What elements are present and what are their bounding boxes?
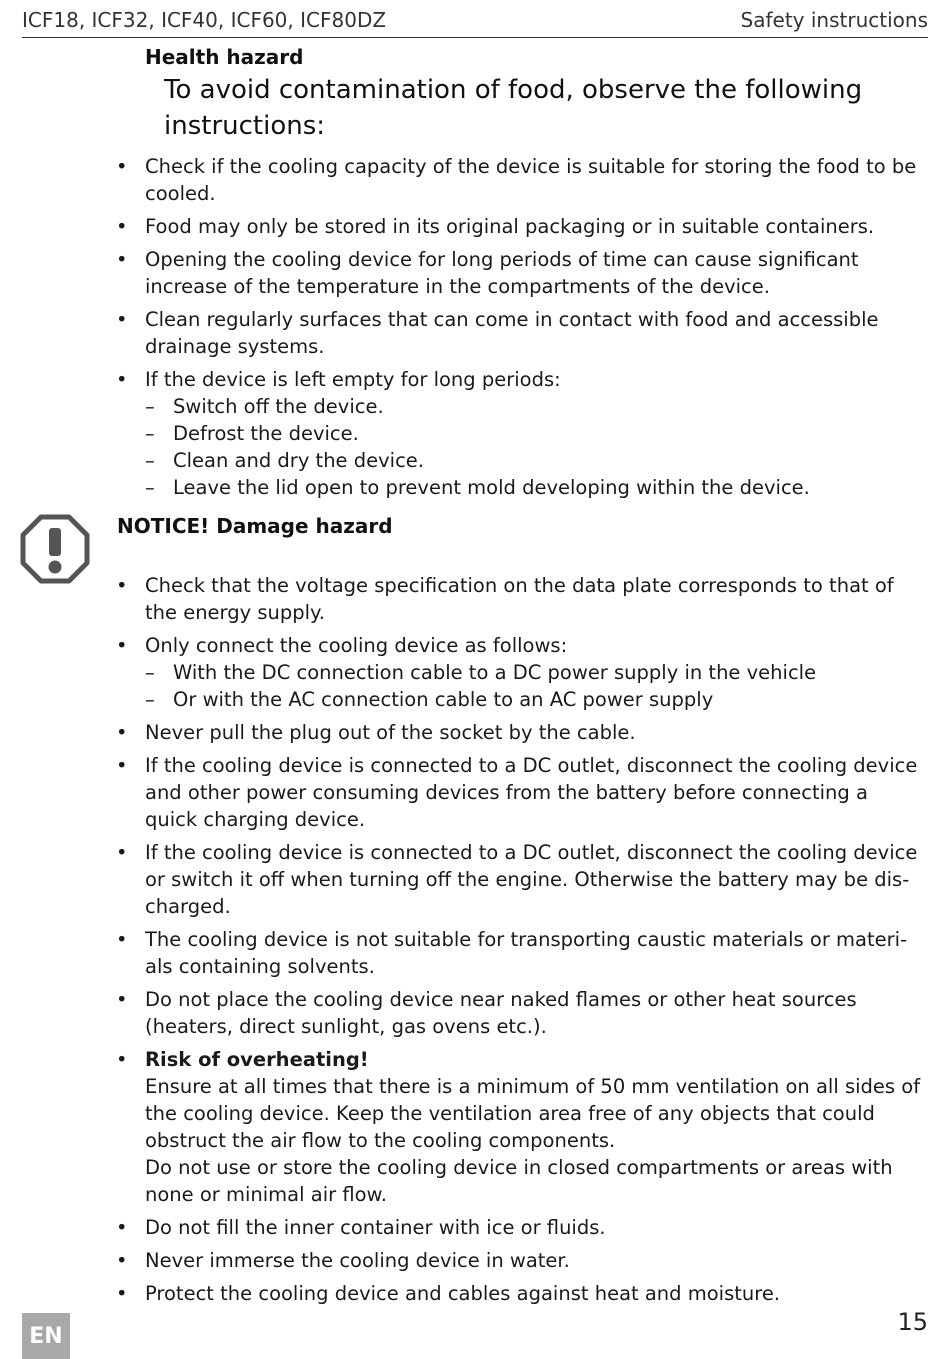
sub-list <box>145 393 926 501</box>
list-item <box>0 1046 950 1208</box>
list-item: • Do not fill the inner container with ice or fluids. <box>116 1216 606 1239</box>
header-models: ICF18, ICF32, ICF40, ICF60, ICF80DZ <box>22 8 387 32</box>
page-header <box>22 6 928 38</box>
health-intro: To avoid contamination of food, observe the following instructions: <box>164 75 863 141</box>
bullet: • <box>116 368 128 391</box>
bullet: • <box>116 248 128 271</box>
page-number: 15 <box>897 1308 928 1336</box>
list-item: • Protect the cooling device and cables against heat and moisture. <box>116 1282 781 1305</box>
bullet: • <box>116 841 128 864</box>
bullet: • <box>116 634 128 657</box>
sub-list-item: – Clean and dry the device. <box>145 449 425 472</box>
sub-list-item: – Or with the AC connection cable to an AC power supply <box>145 688 714 711</box>
bullet: • <box>116 721 128 744</box>
list-item: • If the cooling device is connected to a DC outlet, disconnect the cooling device or switch it off when turning off the engine. Otherwise the battery may be discharged. <box>116 841 918 918</box>
list-item: • Food may only be stored in its original packaging or in suitable containers. <box>116 215 875 238</box>
list-item: • If the cooling device is connected to a DC outlet, disconnect the cooling device and other power consuming devices from the battery before connecting a quick charging device. <box>116 754 918 831</box>
notice-title: NOTICE! Damage hazard <box>117 514 393 538</box>
health-hazard-title: Health hazard <box>145 45 304 69</box>
list-item: • Only connect the cooling device as follows: – With the DC connection cable to a DC power supply in the vehicle – Or with the AC connection cable to an AC power supply <box>0 632 950 713</box>
list-item: • Never immerse the cooling device in water. <box>116 1249 570 1272</box>
list-item: • The cooling device is not suitable for transporting caustic materials or materials containing solvents. <box>116 928 908 978</box>
sub-list-item: – With the DC connection cable to a DC power supply in the vehicle <box>145 661 817 684</box>
bullet: • <box>116 1282 128 1305</box>
notice-list <box>0 572 950 1313</box>
list-item: • Never pull the plug out of the socket by the cable. <box>116 721 636 744</box>
bullet: • <box>116 574 128 597</box>
header-section: Safety instructions <box>740 8 928 32</box>
bullet: • <box>116 988 128 1011</box>
bullet: • <box>116 155 128 178</box>
overheating-title: Risk of overheating! <box>145 1048 369 1071</box>
overheating-text: Do not use or store the cooling device in closed compartments or areas with none or minimal air flow. <box>145 1156 893 1206</box>
list-item: • Check that the voltage specification on the data plate corresponds to that of the energy supply. <box>116 574 894 624</box>
bullet: • <box>116 1216 128 1239</box>
sub-list-item: – Leave the lid open to prevent mold developing within the device. <box>145 476 810 499</box>
bullet: • <box>116 754 128 777</box>
list-item: • Opening the cooling device for long periods of time can cause significant increase of the temperature in the compartments of the device. <box>116 248 859 298</box>
sub-list-item: – Switch off the device. <box>145 395 384 418</box>
bullet: • <box>116 1048 128 1071</box>
bullet: • <box>116 215 128 238</box>
language-badge: EN <box>22 1313 70 1359</box>
overheating-text: Ensure at all times that there is a minimum of 50 mm ventilation on all sides of the cooling device. Keep the ventilation area free of any objects that could obstruct the air flow to the cooling components. <box>145 1075 921 1152</box>
list-item: • Do not place the cooling device near naked flames or other heat sources (heaters, direct sunlight, gas ovens etc.). <box>116 988 857 1038</box>
bullet: • <box>116 928 128 951</box>
health-list <box>0 153 950 507</box>
sub-list <box>145 659 926 713</box>
bullet: • <box>116 308 128 331</box>
list-item: • Clean regularly surfaces that can come in contact with food and accessible drainage systems. <box>116 308 879 358</box>
bullet: • <box>116 1249 128 1272</box>
list-item: • Check if the cooling capacity of the device is suitable for storing the food to be cooled. <box>116 155 917 205</box>
sub-list-item: – Defrost the device. <box>145 422 359 445</box>
list-item: • If the device is left empty for long periods: – Switch off the device. – Defrost the device. – Clean and dry the device. – Leave the lid open to prevent mold developing within the device. <box>0 366 950 501</box>
